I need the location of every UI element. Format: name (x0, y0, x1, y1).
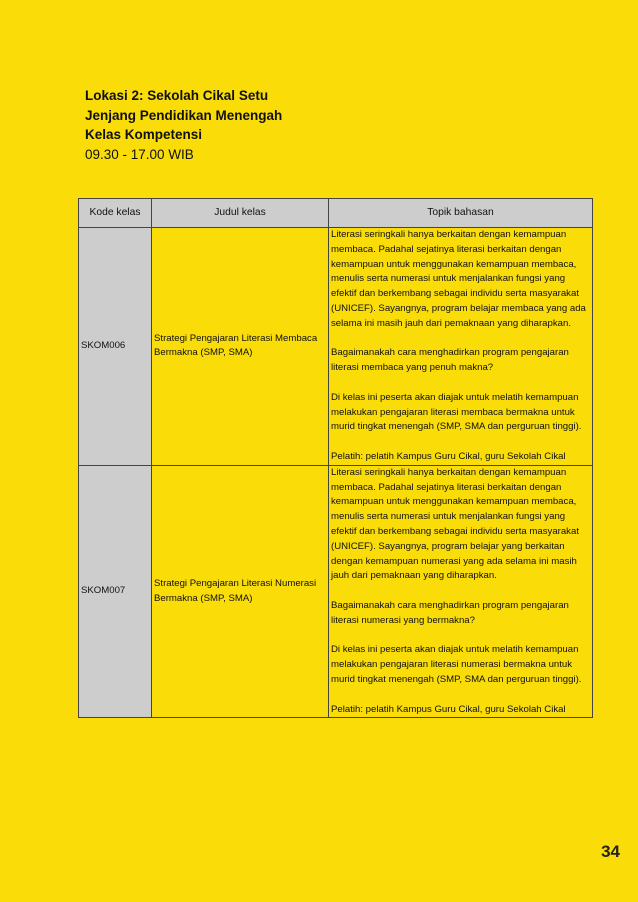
class-code-cell: SKOM007 (79, 465, 152, 718)
class-topic-cell (329, 465, 593, 718)
topic-paragraph: Di kelas ini peserta akan diajak untuk melatih kemampuan melakukan pengajaran literasi numerasi bermakna untuk murid tingkat menengah (SMP, SMA dan perguruan tinggi). (331, 644, 582, 685)
topic-paragraph: Bagaimanakah cara menghadirkan program pengajaran literasi numerasi yang bermakna? (331, 599, 569, 626)
class-code-cell: SKOM006 (79, 228, 152, 466)
column-header-topic: Topik bahasan (329, 199, 593, 228)
topic-paragraph: Literasi seringkali hanya berkaitan dengan kemampuan membaca. Padahal sejatinya literasi berkaitan dengan kemampuan untuk menggunakan kemampuan membaca, menulis serta numerasi untuk menjalankan fungsi yang efektif dan berkembang sebagai individu serta masyarakat (UNICEF). Sayangnya, program belajar membaca yang ada selama ini masih jauh dari pemaknaan yang diharapkan. (331, 229, 586, 329)
table-row (79, 465, 593, 718)
topic-trainer: Pelatih: pelatih Kampus Guru Cikal, guru Sekolah Cikal (331, 450, 566, 462)
schedule-time: 09.30 - 17.00 WIB (85, 146, 194, 162)
topic-paragraph: Di kelas ini peserta akan diajak untuk melatih kemampuan melakukan pengajaran literasi membaca bermakna untuk murid tingkat menengah (SMP, SMA dan perguruan tinggi). (331, 391, 582, 433)
class-topic-cell (329, 228, 593, 466)
location-title: Lokasi 2: Sekolah Cikal Setu (85, 88, 269, 103)
table-row (79, 228, 593, 466)
topic-paragraph: Literasi seringkali hanya berkaitan dengan kemampuan membaca. Padahal sejatinya literasi berkaitan dengan kemampuan untuk menggunakan kemampuan membaca, menulis serta numerasi untuk menjalankan fungsi yang efektif dan berkembang sebagai individu serta masyarakat (UNICEF). Sayangnya, program belajar yang berkaitan dengan kemampuan numerasi yang ada selama ini masih jauh dari pemaknaan yang diharapkan. (331, 466, 579, 582)
column-header-code: Kode kelas (79, 199, 152, 228)
table-header-row (79, 199, 593, 228)
column-header-title: Judul kelas (152, 199, 329, 228)
education-level: Jenjang Pendidikan Menengah (85, 107, 283, 123)
topic-paragraph: Bagaimanakah cara menghadirkan program pengajaran literasi membaca yang penuh makna? (331, 347, 569, 374)
class-table (78, 198, 593, 718)
topic-trainer: Pelatih: pelatih Kampus Guru Cikal, guru Sekolah Cikal (331, 703, 566, 715)
class-title-cell: Strategi Pengajaran Literasi Membaca Bermakna (SMP, SMA) (152, 228, 329, 466)
class-title-cell: Strategi Pengajaran Literasi Numerasi Bermakna (SMP, SMA) (152, 465, 329, 718)
class-type: Kelas Kompetensi (85, 127, 203, 142)
section-heading (85, 86, 282, 164)
page-number: 34 (601, 842, 620, 861)
